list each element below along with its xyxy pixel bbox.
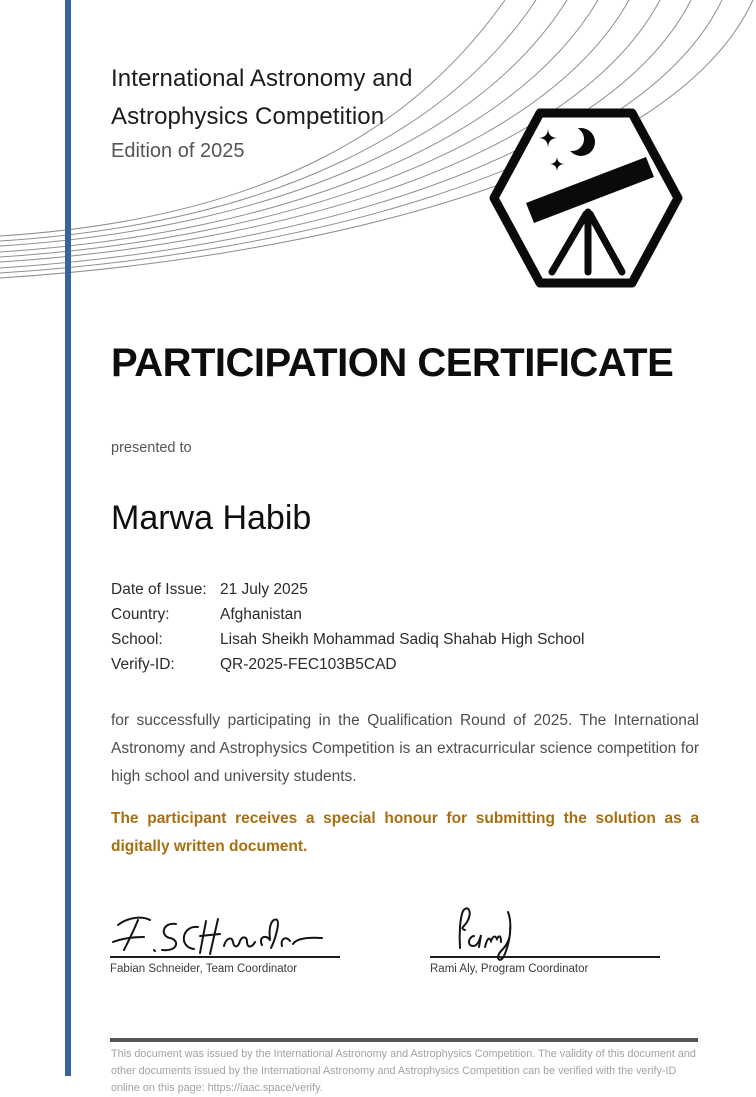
detail-value-date-of-issue: 21 July 2025 <box>220 581 308 598</box>
certificate-heading: PARTICIPATION CERTIFICATE <box>111 341 674 385</box>
detail-label-verify-id: Verify-ID: <box>111 656 175 673</box>
iaac-hexagon-telescope-logo <box>494 113 678 283</box>
organization-title-line2: Astrophysics Competition <box>111 103 385 130</box>
honour-note: The participant receives a special honour for submitting the solution as a digitally written document. <box>111 810 699 855</box>
footer-divider-bar <box>110 1038 698 1042</box>
left-accent-bar <box>65 0 71 1076</box>
detail-label-date-of-issue: Date of Issue: <box>111 581 207 598</box>
detail-label-country: Country: <box>111 606 170 623</box>
footer-legal-text: This document was issued by the International Astronomy and Astrophysics Competition. The validity of this document and other documents issued by the International Astronomy and Astrophysics Competition can be verified with the verify-ID online on this page: https://iaac.space/verify. <box>111 1048 696 1094</box>
signature-scrawl-fabian-schneider <box>110 910 340 962</box>
signature-line-left <box>110 905 340 958</box>
detail-value-school: Lisah Sheikh Mohammad Sadiq Shahab High School <box>220 631 585 648</box>
organization-title-line1: International Astronomy and <box>111 65 413 92</box>
signature-line-right <box>430 905 660 958</box>
certificate-body-text: for successfully participating in the Qualification Round of 2025. The International Astronomy and Astrophysics Competition is an extracurricular science competition for high school and university students. <box>111 712 699 785</box>
signature-block-program-coordinator <box>430 905 660 975</box>
detail-value-verify-id: QR-2025-FEC103B5CAD <box>220 656 397 673</box>
edition-subtitle: Edition of 2025 <box>111 140 245 162</box>
recipient-name: Marwa Habib <box>111 499 312 537</box>
organization-title <box>111 60 699 136</box>
signature-block-team-coordinator <box>110 905 340 975</box>
detail-label-school: School: <box>111 631 163 648</box>
presented-to-label: presented to <box>111 440 192 456</box>
signer-name-program-coordinator: Rami Aly, Program Coordinator <box>430 963 589 975</box>
signature-scrawl-rami-aly <box>430 904 660 962</box>
signer-name-team-coordinator: Fabian Schneider, Team Coordinator <box>110 963 298 975</box>
certificate-details <box>111 577 699 677</box>
detail-value-country: Afghanistan <box>220 606 302 623</box>
